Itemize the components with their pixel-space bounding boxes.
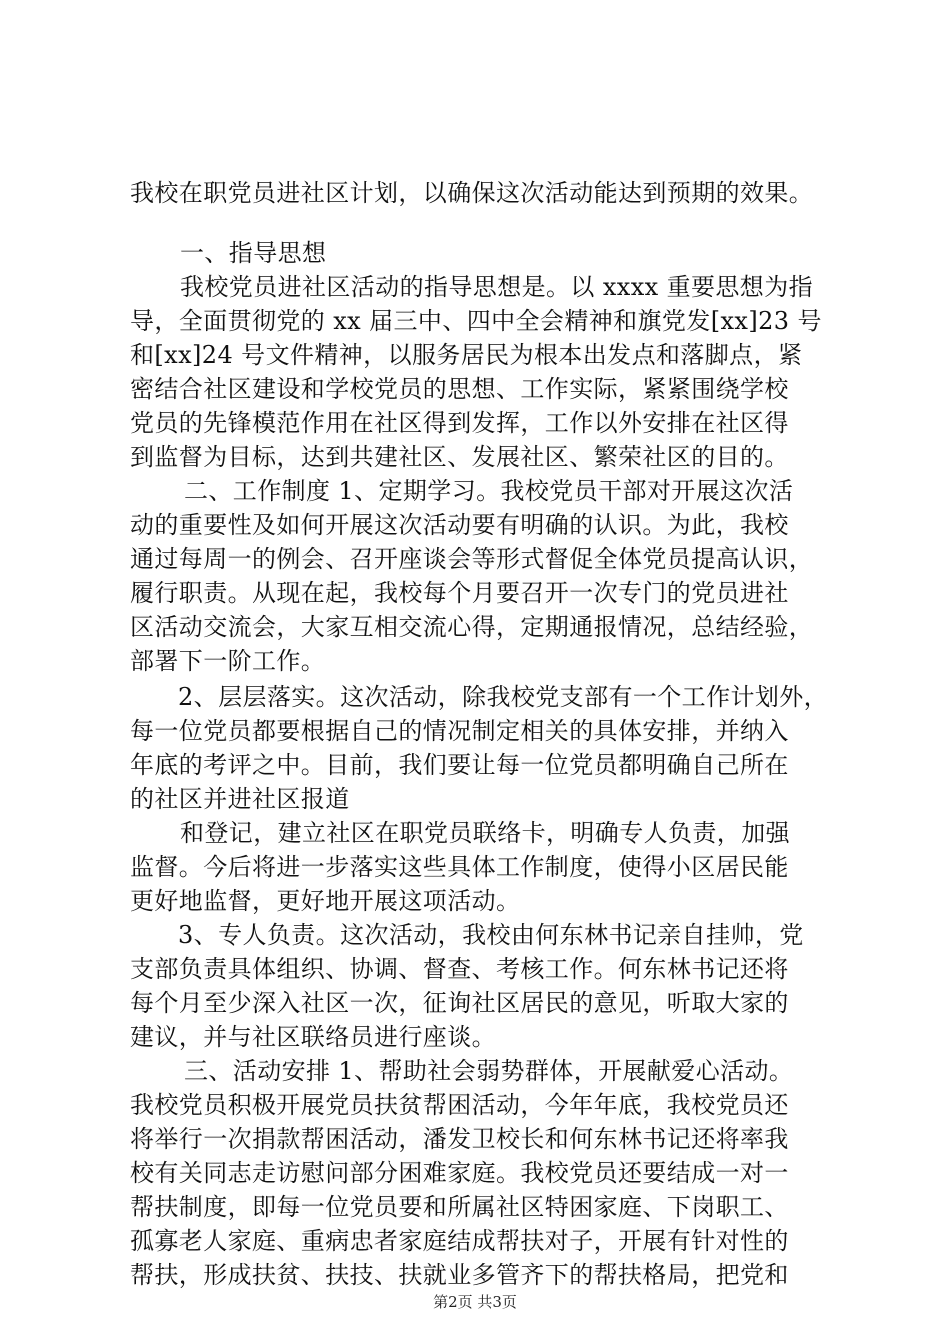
text-line: 的社区并进社区报道 bbox=[130, 785, 350, 813]
text-line: 党员的先锋模范作用在社区得到发挥，工作以外安排在社区得 bbox=[130, 409, 789, 437]
text-line: 动的重要性及如何开展这次活动要有明确的认识。为此，我校 bbox=[130, 511, 789, 539]
text-line: 监督。今后将进一步落实这些具体工作制度，使得小区居民能 bbox=[130, 853, 789, 881]
text-line: 和[xx]24 号文件精神，以服务居民为根本出发点和落脚点，紧 bbox=[130, 341, 803, 369]
text-line: 建议，并与社区联络员进行座谈。 bbox=[130, 1023, 496, 1051]
text-line: 到监督为目标，达到共建社区、发展社区、繁荣社区的目的。 bbox=[130, 443, 789, 471]
text-line: 我校党员进社区活动的指导思想是。以 xxxx 重要思想为指 bbox=[180, 273, 813, 301]
text-line: 每个月至少深入社区一次，征询社区居民的意见，听取大家的 bbox=[130, 989, 789, 1017]
text-line: 校有关同志走访慰问部分困难家庭。我校党员还要结成一对一 bbox=[130, 1159, 789, 1187]
section-heading: 三、活动安排 1、帮助社会弱势群体，开展献爱心活动。 bbox=[184, 1057, 794, 1085]
text-line: 导，全面贯彻党的 xx 届三中、四中全会精神和旗党发[xx]23 号 bbox=[130, 307, 822, 335]
text-line: 我校党员积极开展党员扶贫帮困活动，今年年底，我校党员还 bbox=[130, 1091, 789, 1119]
text-line: 通过每周一的例会、召开座谈会等形式督促全体党员提高认识， bbox=[130, 545, 814, 573]
text-line: 年底的考评之中。目前，我们要让每一位党员都明确自己所在 bbox=[130, 751, 789, 779]
text-line: 帮扶，形成扶贫、扶技、扶就业多管齐下的帮扶格局，把党和 bbox=[130, 1261, 789, 1289]
text-line: 和登记，建立社区在职党员联络卡，明确专人负责，加强 bbox=[180, 819, 790, 847]
text-line: 更好地监督，更好地开展这项活动。 bbox=[130, 887, 521, 915]
text-line: 我校在职党员进社区计划，以确保这次活动能达到预期的效果。 bbox=[130, 179, 814, 207]
page-number-footer: 第2页 共3页 bbox=[433, 1293, 517, 1311]
text-line: 部署下一阶工作。 bbox=[130, 647, 326, 675]
text-line: 区活动交流会，大家互相交流心得，定期通报情况，总结经验， bbox=[130, 613, 814, 641]
text-line: 孤寡老人家庭、重病忠者家庭结成帮扶对子，开展有针对性的 bbox=[130, 1227, 789, 1255]
text-line: 3、专人负责。这次活动，我校由何东林书记亲自挂帅，党 bbox=[178, 921, 804, 949]
text-line: 支部负责具体组织、协调、督查、考核工作。何东林书记还将 bbox=[130, 955, 789, 983]
section-heading: 二、工作制度 1、定期学习。我校党员干部对开展这次活 bbox=[184, 477, 794, 505]
section-heading: 一、指导思想 bbox=[180, 239, 327, 267]
text-line: 履行职责。从现在起，我校每个月要召开一次专门的党员进社 bbox=[130, 579, 789, 607]
text-line: 2、层层落实。这次活动，除我校党支部有一个工作计划外， bbox=[178, 683, 829, 711]
text-line: 每一位党员都要根据自己的情况制定相关的具体安排，并纳入 bbox=[130, 717, 789, 745]
text-line: 密结合社区建设和学校党员的思想、工作实际，紧紧围绕学校 bbox=[130, 375, 789, 403]
text-line: 帮扶制度，即每一位党员要和所属社区特困家庭、下岗职工、 bbox=[130, 1193, 789, 1221]
text-line: 将举行一次捐款帮困活动，潘发卫校长和何东林书记还将率我 bbox=[130, 1125, 789, 1153]
